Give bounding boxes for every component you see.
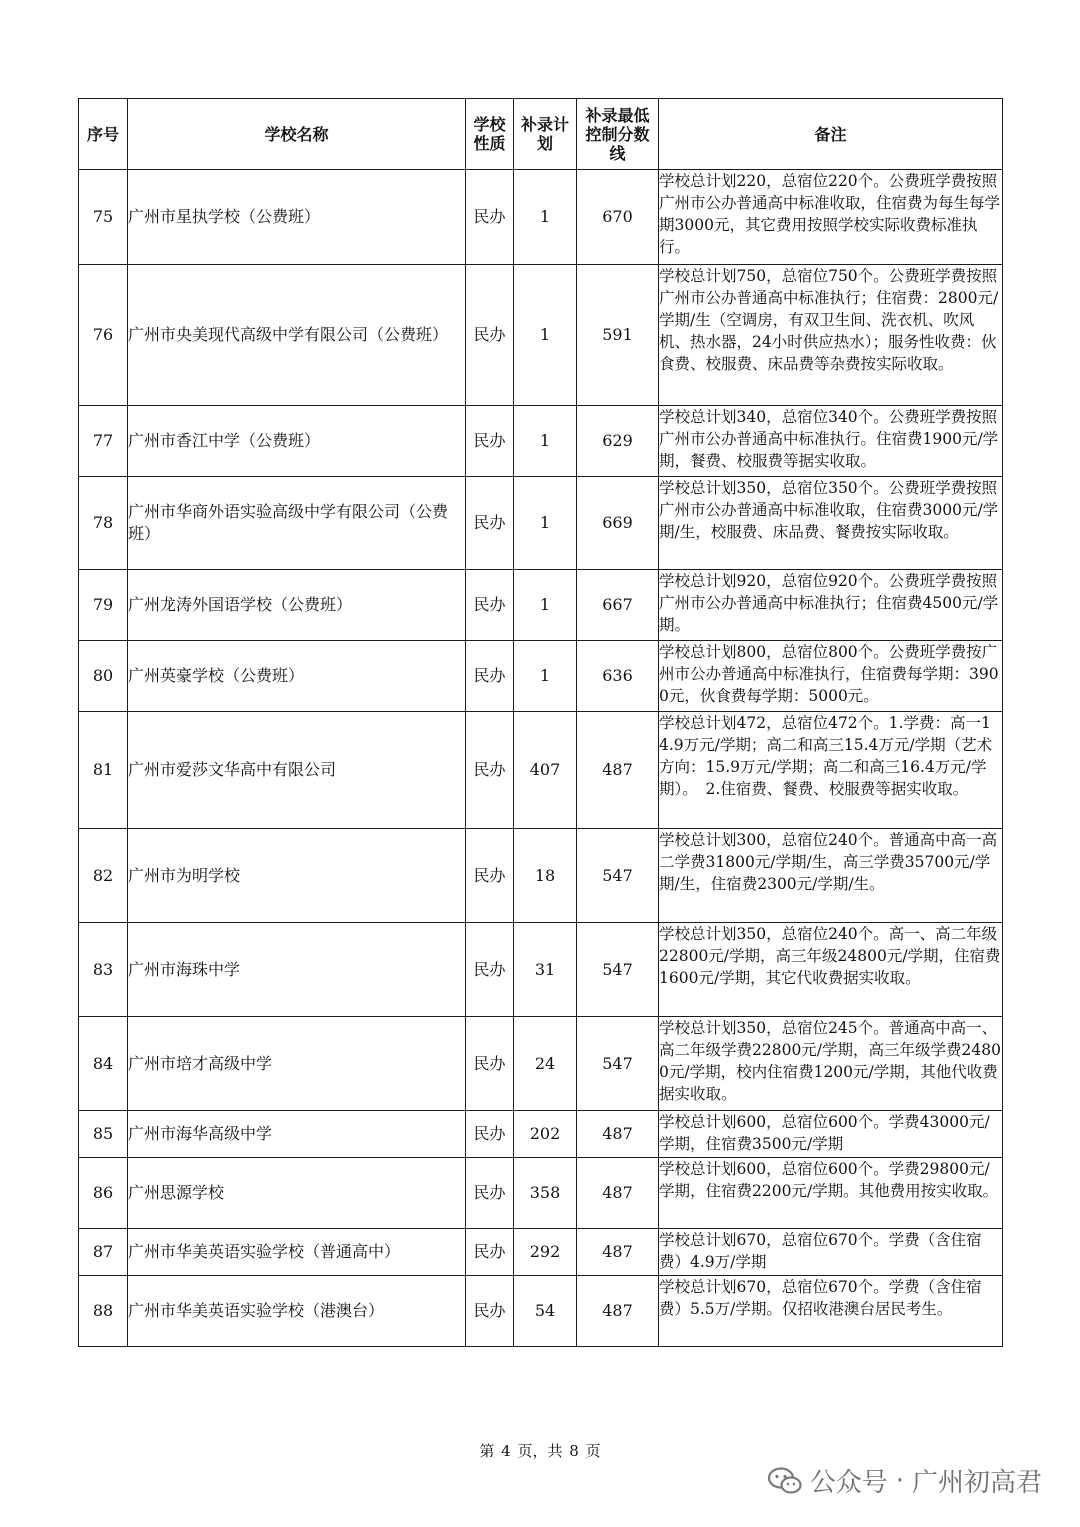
school-name: 广州市星执学校（公费班）	[128, 170, 466, 265]
header-school-name: 学校名称	[128, 99, 466, 170]
page-suffix: 页	[585, 1442, 601, 1460]
remark-text: 学校总计划300，总宿位240个。普通高中高一高二学费31800元/学期/生，高三学费35700元/学期/生，住宿费2300元/学期/生。	[659, 831, 998, 893]
row-number: 83	[79, 923, 128, 1017]
school-name: 广州市华美英语实验学校（港澳台）	[128, 1276, 466, 1347]
remark-cell	[659, 1276, 1003, 1347]
row-number: 81	[79, 712, 128, 829]
school-name: 广州市华美英语实验学校（普通高中）	[128, 1229, 466, 1276]
school-name: 广州思源学校	[128, 1158, 466, 1229]
min-score: 670	[577, 170, 659, 265]
row-number: 77	[79, 406, 128, 477]
school-name: 广州市央美现代高级中学有限公司（公费班）	[128, 265, 466, 406]
school-name: 广州市培才高级中学	[128, 1017, 466, 1111]
remark-cell	[659, 477, 1003, 570]
table-row	[79, 1158, 1003, 1229]
header-supplement-plan: 补录计划	[514, 99, 577, 170]
page-total: 8	[569, 1442, 579, 1460]
table-row	[79, 477, 1003, 570]
header-min-score: 补录最低控制分数线	[577, 99, 659, 170]
row-number: 85	[79, 1111, 128, 1158]
row-number: 84	[79, 1017, 128, 1111]
min-score: 547	[577, 923, 659, 1017]
school-name: 广州龙涛外国语学校（公费班）	[128, 570, 466, 641]
min-score: 547	[577, 1017, 659, 1111]
remark-cell	[659, 829, 1003, 923]
school-name: 广州市海华高级中学	[128, 1111, 466, 1158]
header-no: 序号	[79, 99, 128, 170]
watermark-account: 广州初高君	[911, 1468, 1042, 1498]
remark-text: 学校总计划600，总宿位600个。学费43000元/学期，住宿费3500元/学期	[659, 1113, 990, 1153]
supplement-plan: 407	[514, 712, 577, 829]
remark-text: 学校总计划350，总宿位350个。公费班学费按照广州市公办普通高中标准收取，住宿费3000元/学期/生，校服费、床品费、餐费按实际收取。	[659, 479, 999, 541]
row-number: 87	[79, 1229, 128, 1276]
min-score: 487	[577, 1229, 659, 1276]
school-nature: 民办	[466, 829, 514, 923]
table-row	[79, 1017, 1003, 1111]
school-name: 广州市海珠中学	[128, 923, 466, 1017]
remark-text: 学校总计划350，总宿位240个。高一、高二年级22800元/学期，高三年级24800元/学期，住宿费1600元/学期，其它代收费据实收取。	[659, 925, 1001, 987]
remark-cell	[659, 170, 1003, 265]
remark-cell	[659, 1158, 1003, 1229]
min-score: 667	[577, 570, 659, 641]
row-number: 86	[79, 1158, 128, 1229]
watermark	[768, 1462, 1042, 1499]
remark-cell	[659, 641, 1003, 712]
table-row	[79, 1276, 1003, 1347]
school-name: 广州市香江中学（公费班）	[128, 406, 466, 477]
remark-cell	[659, 923, 1003, 1017]
school-nature: 民办	[466, 1017, 514, 1111]
wechat-icon	[768, 1467, 802, 1495]
remark-text: 学校总计划472，总宿位472个。1.学费：高一14.9万元/学期；高二和高三15.4万元/学期（艺术方向：15.9万元/学期；高二和高三16.4万元/学期）。 2.住宿费、餐费、校服费等据实收取。	[659, 714, 993, 798]
row-number: 78	[79, 477, 128, 570]
header-remark: 备注	[659, 99, 1003, 170]
remark-cell	[659, 712, 1003, 829]
row-number: 76	[79, 265, 128, 406]
school-nature: 民办	[466, 265, 514, 406]
row-number: 79	[79, 570, 128, 641]
remark-text: 学校总计划750，总宿位750个。公费班学费按照广州市公办普通高中标准执行；住宿费：2800元/学期/生（空调房，有双卫生间、洗衣机、吹风机、热水器，24小时供应热水）；服务性收费：伙食费、校服费、床品费等杂费按实际收取。	[659, 267, 999, 373]
remark-text: 学校总计划600，总宿位600个。学费29800元/学期，住宿费2200元/学期。其他费用按实收取。	[659, 1160, 999, 1200]
school-nature: 民办	[466, 1276, 514, 1347]
remark-text: 学校总计划220，总宿位220个。公费班学费按照广州市公办普通高中标准收取，住宿费为每生每学期3000元，其它费用按照学校实际收费标准执行。	[659, 172, 1001, 256]
supplement-plan: 1	[514, 477, 577, 570]
remark-text: 学校总计划670，总宿位670个。学费（含住宿费）4.9万/学期	[659, 1231, 982, 1271]
supplement-plan: 54	[514, 1276, 577, 1347]
watermark-label: 公众号	[809, 1468, 888, 1498]
table-row	[79, 570, 1003, 641]
row-number: 75	[79, 170, 128, 265]
remark-text: 学校总计划670，总宿位670个。学费（含住宿费）5.5万/学期。仅招收港澳台居民考生。	[659, 1278, 982, 1318]
school-nature: 民办	[466, 1229, 514, 1276]
remark-cell	[659, 1229, 1003, 1276]
page-prefix: 第	[479, 1442, 495, 1460]
school-nature: 民办	[466, 170, 514, 265]
supplement-plan: 1	[514, 170, 577, 265]
school-nature: 民办	[466, 641, 514, 712]
table-row	[79, 1229, 1003, 1276]
supplement-plan: 202	[514, 1111, 577, 1158]
supplement-plan: 1	[514, 406, 577, 477]
supplement-plan: 24	[514, 1017, 577, 1111]
supplement-plan: 1	[514, 265, 577, 406]
table-row	[79, 406, 1003, 477]
remark-cell	[659, 406, 1003, 477]
remark-cell	[659, 265, 1003, 406]
row-number: 82	[79, 829, 128, 923]
table-row	[79, 829, 1003, 923]
table-row	[79, 923, 1003, 1017]
supplement-plan: 358	[514, 1158, 577, 1229]
remark-cell	[659, 1017, 1003, 1111]
remark-text: 学校总计划340，总宿位340个。公费班学费按照广州市公办普通高中标准执行。住宿费1900元/学期，餐费、校服费等据实收取。	[659, 408, 999, 470]
supplement-plan: 31	[514, 923, 577, 1017]
school-nature: 民办	[466, 570, 514, 641]
school-name: 广州市爱莎文华高中有限公司	[128, 712, 466, 829]
page-current: 4	[501, 1442, 511, 1460]
remark-cell	[659, 570, 1003, 641]
table-row	[79, 712, 1003, 829]
remark-text: 学校总计划920，总宿位920个。公费班学费按照广州市公办普通高中标准执行；住宿费4500元/学期。	[659, 572, 999, 634]
row-number: 80	[79, 641, 128, 712]
min-score: 547	[577, 829, 659, 923]
remark-cell	[659, 1111, 1003, 1158]
min-score: 487	[577, 1158, 659, 1229]
table-body	[79, 170, 1003, 1347]
school-nature: 民办	[466, 1158, 514, 1229]
table-row	[79, 170, 1003, 265]
school-name: 广州市华商外语实验高级中学有限公司（公费班）	[128, 477, 466, 570]
school-nature: 民办	[466, 923, 514, 1017]
admission-table	[78, 98, 1003, 1347]
supplement-plan: 1	[514, 641, 577, 712]
min-score: 487	[577, 1276, 659, 1347]
table-row	[79, 641, 1003, 712]
min-score: 487	[577, 1111, 659, 1158]
table-row	[79, 265, 1003, 406]
min-score: 629	[577, 406, 659, 477]
min-score: 669	[577, 477, 659, 570]
watermark-separator: ·	[895, 1465, 904, 1496]
school-nature: 民办	[466, 1111, 514, 1158]
table-header-row	[79, 99, 1003, 170]
remark-text: 学校总计划350，总宿位245个。普通高中高一、高二年级学费22800元/学期，高三年级学费24800元/学期，校内住宿费1200元/学期，其他代收费据实收取。	[659, 1019, 1001, 1103]
school-nature: 民办	[466, 477, 514, 570]
min-score: 636	[577, 641, 659, 712]
school-nature: 民办	[466, 712, 514, 829]
school-nature: 民办	[466, 406, 514, 477]
header-school-nature: 学校性质	[466, 99, 514, 170]
page-mid: 页，共	[517, 1442, 563, 1460]
page-footer	[0, 1440, 1080, 1461]
supplement-plan: 18	[514, 829, 577, 923]
remark-text: 学校总计划800，总宿位800个。公费班学费按广州市公办普通高中标准执行，住宿费每学期：3900元，伙食费每学期：5000元。	[659, 643, 999, 705]
min-score: 487	[577, 712, 659, 829]
min-score: 591	[577, 265, 659, 406]
supplement-plan: 1	[514, 570, 577, 641]
supplement-plan: 292	[514, 1229, 577, 1276]
table-row	[79, 1111, 1003, 1158]
row-number: 88	[79, 1276, 128, 1347]
school-name: 广州英豪学校（公费班）	[128, 641, 466, 712]
school-name: 广州市为明学校	[128, 829, 466, 923]
